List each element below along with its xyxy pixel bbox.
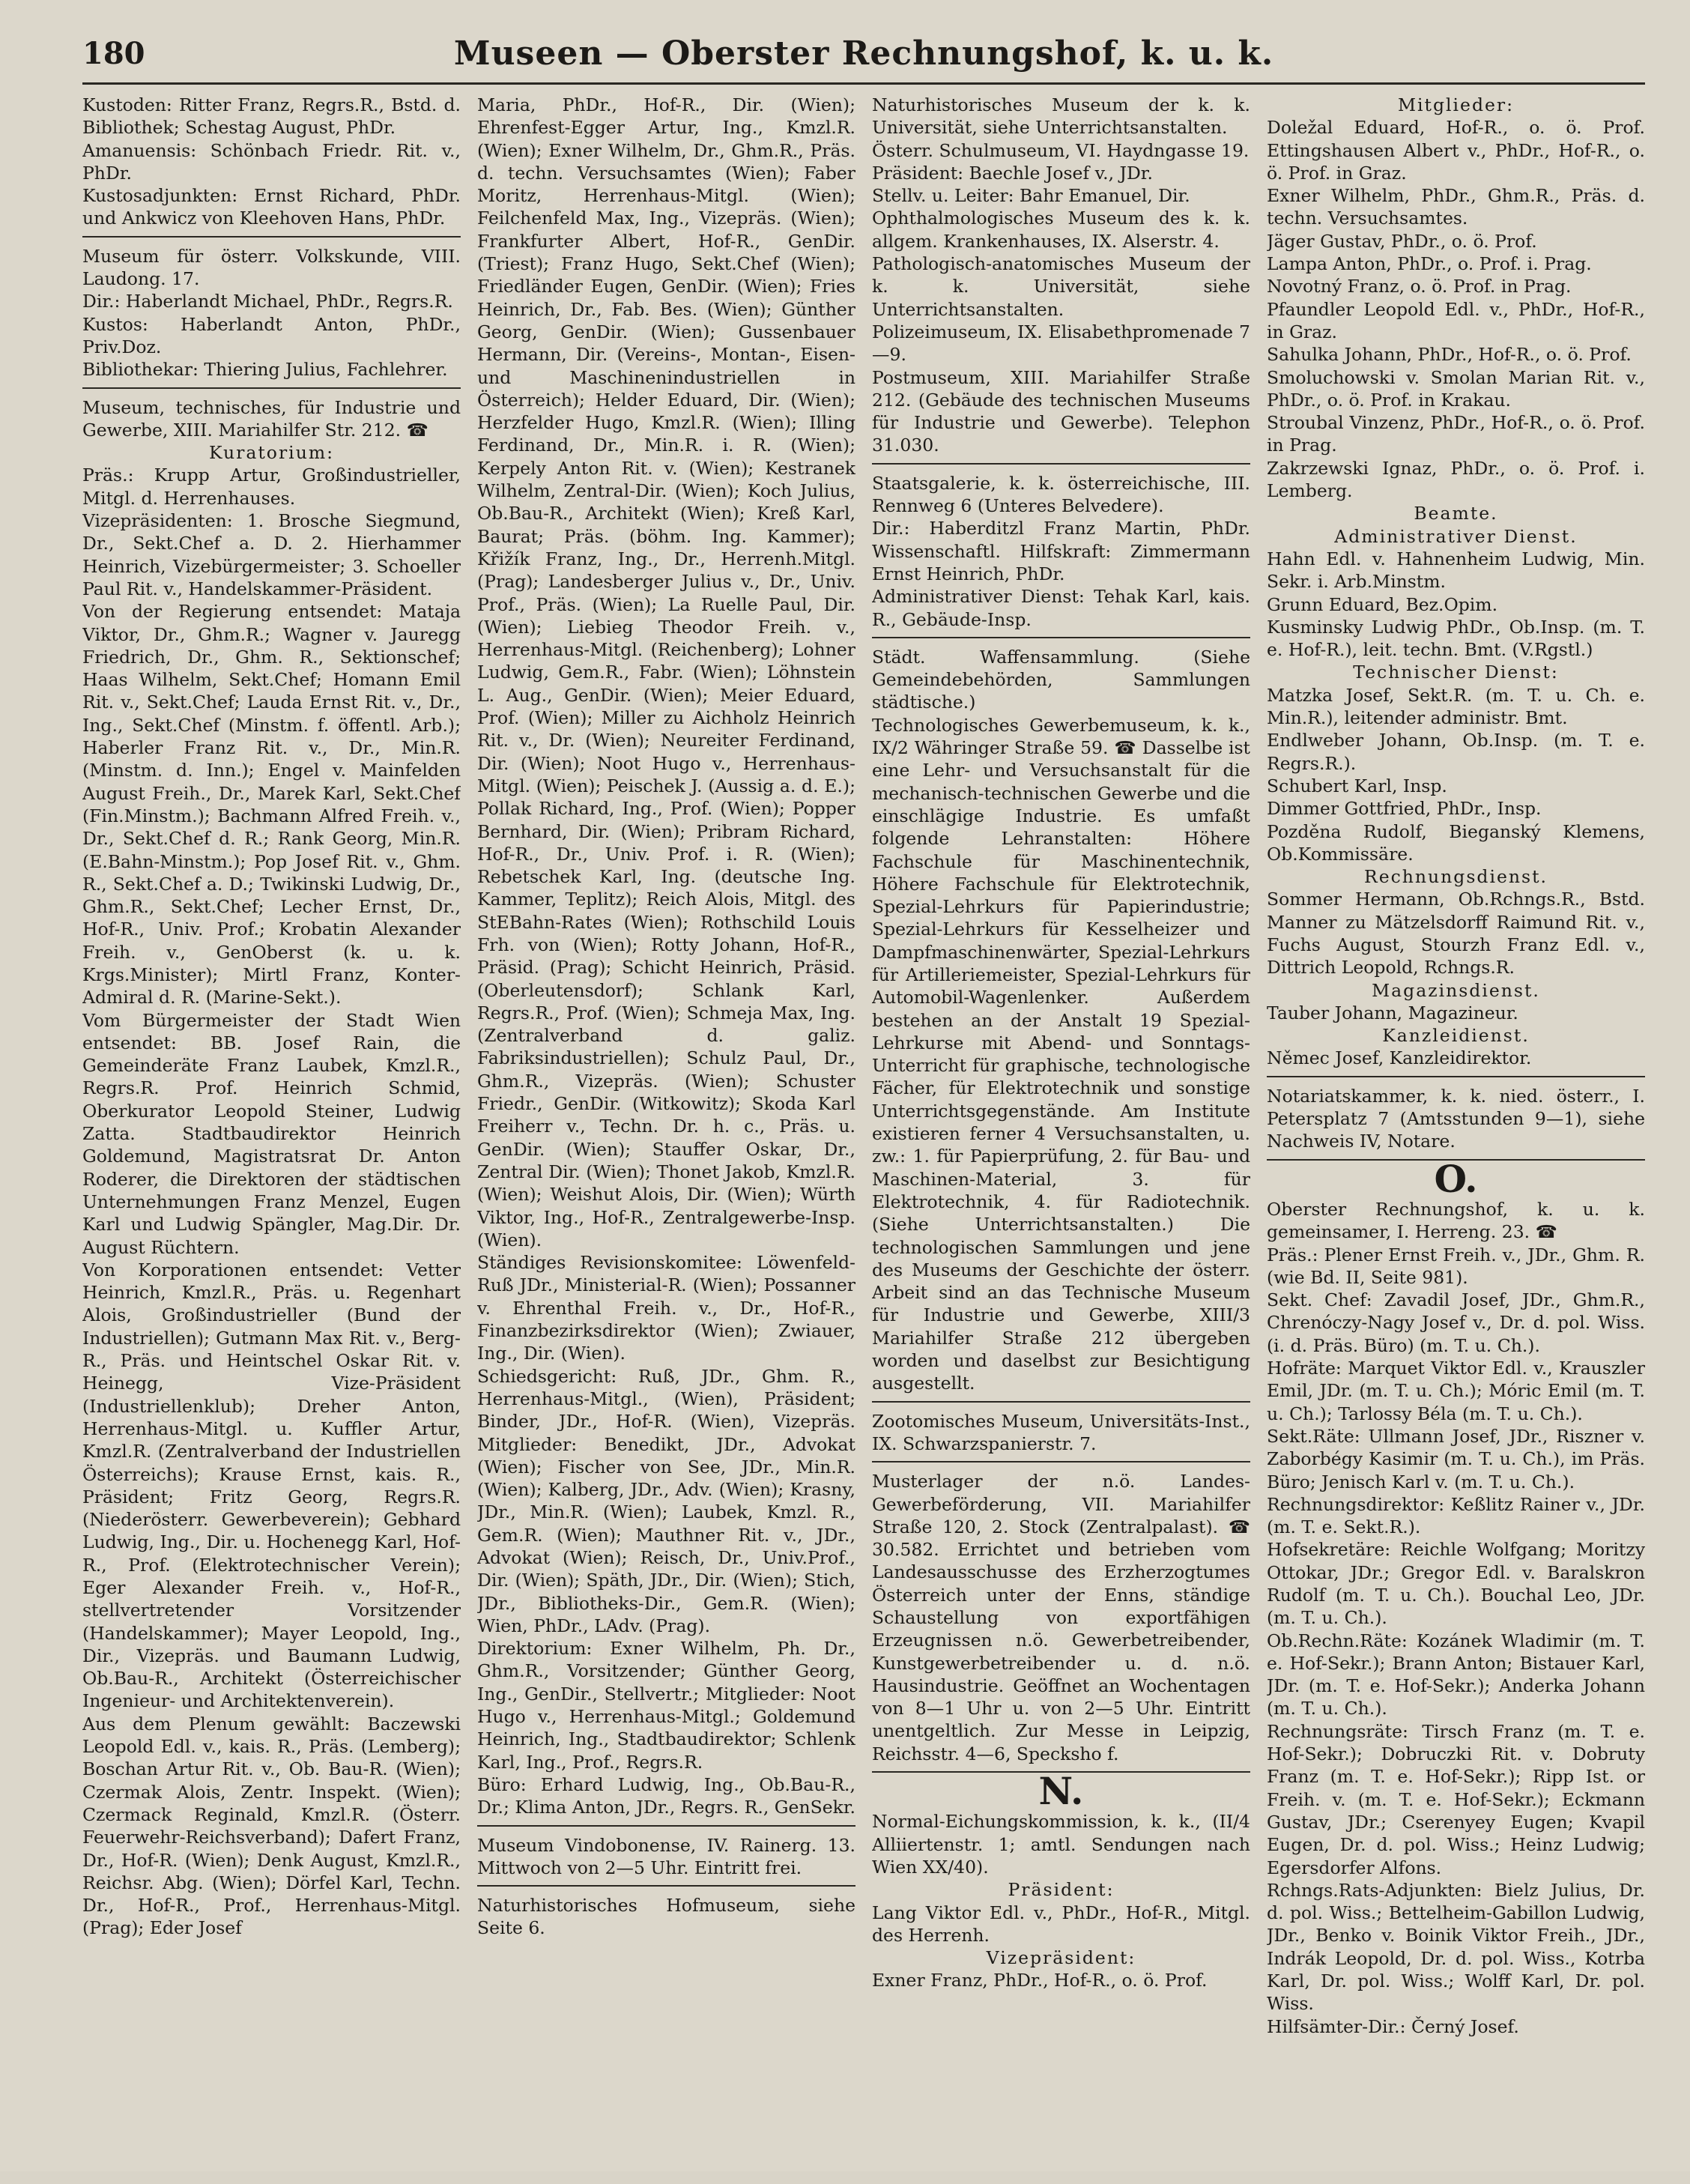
entry-paragraph: Naturhistorisches Hofmuseum, siehe Seite 6. <box>477 1895 855 1939</box>
column-2 <box>477 94 855 2184</box>
entry-paragraph: Stroubal Vinzenz, PhDr., Hof-R., o. ö. Prof. in Prag. <box>1267 412 1645 456</box>
entry-paragraph: Kustos: Haberlandt Anton, PhDr., Priv.Doz. <box>82 313 461 357</box>
entry-paragraph: Zakrzewski Ignaz, PhDr., o. ö. Prof. i. Lemberg. <box>1267 457 1645 502</box>
section-divider <box>872 637 1250 638</box>
entry-paragraph: Endlweber Johann, Ob.Insp. (m. T. e. Regrs.R.). <box>1267 730 1645 774</box>
entry-paragraph: Schubert Karl, Insp. <box>1267 775 1447 796</box>
section-divider <box>872 1401 1250 1403</box>
entry-paragraph: Tauber Johann, Magazineur. <box>1267 1002 1518 1023</box>
entry-paragraph: Bibliothekar: Thiering Julius, Fachlehrer. <box>82 359 448 381</box>
entry-paragraph: Hahn Edl. v. Hahnenheim Ludwig, Min. Sekr. i. Arb.Minstm. <box>1267 548 1645 593</box>
entry-paragraph: Musterlager der n.ö. Landes-Gewerbeförderung, VII. Mariahilfer Straße 120, 2. Stock (Zentralpalast). ☎ 30.582. Errichtet und betrieben vom Landesausschusse des Erzherzogtumes Österreich unter der Enns, ständige Schaustellung von exportfähigen Erzeugnissen n.ö. Gewerbetreibender, Kunstgewerbetreibender u. d. n.ö. Hausindustrie. Geöffnet an Wochentagen von 8—1 Uhr u. von 2—5 Uhr. Eintritt unentgeltlich. Zur Messe in Leipzig, Reichsstr. 4—6, Specksho f. <box>872 1471 1250 1764</box>
section-divider <box>872 1461 1250 1462</box>
subsection-heading: Präsident: <box>1008 1879 1115 1901</box>
entry-paragraph: Grunn Eduard, Bez.Opim. <box>1267 593 1498 615</box>
entry-paragraph: Polizeimuseum, IX. Elisabethpromenade 7—9. <box>872 321 1250 366</box>
column-4 <box>1267 94 1645 2184</box>
entry-paragraph: Kusminsky Ludwig PhDr., Ob.Insp. (m. T. e. Hof-R.), leit. techn. Bmt. (V.Rgstl.) <box>1267 616 1645 661</box>
entry-paragraph: Ophthalmologisches Museum des k. k. allgem. Krankenhauses, IX. Alserstr. 4. <box>872 208 1250 252</box>
entry-paragraph: Städt. Waffensammlung. (Siehe Gemeindebehörden, Sammlungen städtische.) <box>872 646 1250 713</box>
subsection-heading: Kanzleidienst. <box>1382 1025 1530 1047</box>
page-number: 180 <box>82 36 145 71</box>
column-1 <box>82 94 461 2184</box>
subsection-heading: Technischer Dienst: <box>1353 662 1559 683</box>
entry-paragraph: Direktorium: Exner Wilhelm, Ph. Dr., Ghm.R., Vorsitzender; Günther Georg, Ing., GenDir., Stellvertr.; Mitglieder: Noot Hugo v., Herrenhaus-Mitgl.; Goldemund Heinrich, Ing., Stadtbaudirektor; Schlenk Karl, Ing., Prof., Regrs.R. <box>477 1638 855 1773</box>
section-divider <box>477 1825 855 1827</box>
entry-paragraph: Amanuensis: Schönbach Friedr. Rit. v., PhDr. <box>82 139 461 184</box>
entry-paragraph: Präs.: Krupp Artur, Großindustrieller, Mitgl. d. Herrenhauses. <box>82 465 461 509</box>
entry-paragraph: Pfaundler Leopold Edl. v., PhDr., Hof-R., in Graz. <box>1267 298 1645 342</box>
subsection-heading: Magazinsdienst. <box>1372 979 1540 1001</box>
entry-paragraph: Museum für österr. Volkskunde, VIII. Laudong. 17. <box>82 245 461 290</box>
entry-paragraph: Kustoden: Ritter Franz, Regrs.R., Bstd. d. Bibliothek; Schestag August, PhDr. <box>82 94 461 139</box>
entry-paragraph: Hofsekretäre: Reichle Wolfgang; Moritzy Ottokar, JDr.; Gregor Edl. v. Baralskron Rudolf (m. T. u. Ch.). Bouchal Leo, JDr. (m. T. u. Ch.). <box>1267 1539 1645 1629</box>
entry-paragraph: Hofräte: Marquet Viktor Edl. v., Krauszler Emil, JDr. (m. T. u. Ch.); Móric Emil (m. T. u. Ch.); Tarlossy Béla (m. T. u. Ch.). <box>1267 1358 1645 1424</box>
subsection-heading: Kuratorium: <box>208 442 335 464</box>
entry-paragraph: Vom Bürgermeister der Stadt Wien entsendet: BB. Josef Rain, die Gemeinderäte Franz Laubek, Kmzl.R., Regrs.R. Prof. Heinrich Schmid, Oberkurator Leopold Steiner, Ludwig Zatta. Stadtbaudirektor Heinrich Goldemund, Magistratsrat Dr. Anton Roderer, die Direktoren der städtischen Unternehmungen Franz Menzel, Eugen Karl und Ludwig Spängler, Mag.Dir. Dr. August Rüchtern. <box>82 1009 461 1258</box>
entry-paragraph: Oberster Rechnungshof, k. u. k. gemeinsamer, I. Herreng. 23. ☎ <box>1267 1198 1645 1243</box>
entry-paragraph: Exner Wilhelm, PhDr., Ghm.R., Präs. d. techn. Versuchsamtes. <box>1267 185 1645 229</box>
entry-paragraph: Maria, PhDr., Hof-R., Dir. (Wien); Ehrenfest-Egger Artur, Ing., Kmzl.R. (Wien); Exner Wilhelm, Dr., Ghm.R., Präs. d. techn. Versuchsamtes (Wien); Faber Moritz, Herrenhaus-Mitgl. (Wien); Feilchenfeld Max, Ing., Vizepräs. (Wien); Frankfurter Albert, Hof-R., GenDir. (Triest); Franz Hugo, Sekt.Chef (Wien); Friedländer Eugen, GenDir. (Wien); Fries Heinrich, Dr., Fab. Bes. (Wien); Günther Georg, GenDir. (Wien); Gussenbauer Hermann, Dir. (Vereins-, Montan-, Eisen- und Maschinenindustriellen in Österreich); Helder Eduard, Dir. (Wien); Herzfelder Hugo, Kmzl.R. (Wien); Illing Ferdinand, Dr., Min.R. i. R. (Wien); Kerpely Anton Rit. v. (Wien); Kestranek Wilhelm, Zentral-Dir. (Wien); Koch Julius, Ob.Bau-R., Architekt (Wien); Kreß Karl, Baurat; Präs. (böhm. Ing. Kammer); Křižík Franz, Ing., Dr., Herrenh.Mitgl. (Prag); Landesberger Julius v., Dr., Univ. Prof., Präs. (Wien); La Ruelle Paul, Dir. (Wien); Liebieg Theodor Freih. v., Herrenhaus-Mitgl. (Reichenberg); Lohner Ludwig, Gem.R., Fabr. (Wien); Löhnstein L. Aug., GenDir. (Wien); Meier Eduard, Prof. (Wien); Miller zu Aichholz Heinrich Rit. v., Dr. (Wien); Neureiter Ferdinand, Dir. (Wien); Noot Hugo v., Herrenhaus-Mitgl. (Wien); Peischek J. (Aussig a. d. E.); Pollak Richard, Ing., Prof. (Wien); Popper Bernhard, Dir. (Wien); Pribram Richard, Hof-R., Dr., Univ. Prof. i. R. (Wien); Rebetschek Karl, Ing. (deutsche Ing. Kammer, Teplitz); Reich Alois, Mitgl. des StEBahn-Rates (Wien); Rothschild Louis Frh. von (Wien); Rotty Johann, Hof-R., Präsid. (Prag); Schicht Heinrich, Präsid. (Oberleutensdorf); Schlank Karl, Regrs.R., Prof. (Wien); Schmeja Max, Ing. (Zentralverband d. galiz. Fabriksindustriellen); Schulz Paul, Dr., Ghm.R., Vizepräs. (Wien); Schuster Friedr., GenDir. (Witkowitz); Skoda Karl Freiherr v., Techn. Dr. h. c., Präs. u. GenDir. (Wien); Stauffer Oskar, Dr., Zentral Dir. (Wien); Thonet Jakob, Kmzl.R. (Wien); Weishut Alois, Dir. (Wien); Würth Viktor, Ing., Hof-R., Zentralgewerbe-Insp. (Wien). <box>477 94 855 1250</box>
entry-paragraph: Sahulka Johann, PhDr., Hof-R., o. ö. Prof. <box>1267 344 1632 366</box>
entry-paragraph: Novotný Franz, o. ö. Prof. in Prag. <box>1267 276 1572 297</box>
section-divider <box>82 236 461 238</box>
subsection-heading: Vizepräsident: <box>986 1947 1136 1969</box>
entry-paragraph: Jäger Gustav, PhDr., o. ö. Prof. <box>1267 230 1537 252</box>
section-divider <box>82 387 461 389</box>
entry-paragraph: Schiedsgericht: Ruß, JDr., Ghm. R., Herrenhaus-Mitgl., (Wien), Präsident; Binder, JDr., Hof-R. (Wien), Vizepräs. Mitglieder: Benedikt, JDr., Advokat (Wien); Fischer von See, JDr., Min.R. (Wien); Kalberg, JDr., Adv. (Wien); Krasny, JDr., Min.R. (Wien); Laubek, Kmzl. R., Gem.R. (Wien); Mauthner Rit. v., JDr., Advokat (Wien); Reisch, Dr., Univ.Prof., Dir. (Wien); Späth, JDr., Dir. (Wien); Stich, JDr., Bibliotheks-Dir., Gem.R. (Wien); Wien, PhDr., LAdv. (Prag). <box>477 1365 855 1636</box>
entry-paragraph: Doležal Eduard, Hof-R., o. ö. Prof. Ettingshausen Albert v., PhDr., Hof-R., o. ö. Prof. in Graz. <box>1267 117 1645 184</box>
entry-paragraph: Dir.: Haberditzl Franz Martin, PhDr. Wissenschaftl. Hilfskraft: Zimmermann Ernst Heinrich, PhDr. <box>872 518 1250 584</box>
page-header <box>82 30 1645 85</box>
entry-paragraph: Österr. Schulmuseum, VI. Haydngasse 19. <box>872 139 1250 161</box>
section-divider <box>477 1885 855 1887</box>
entry-paragraph: Präsident: Baechle Josef v., JDr. <box>872 162 1153 184</box>
entry-paragraph: Museum, technisches, für Industrie und Gewerbe, XIII. Mariahilfer Str. 212. ☎ <box>82 396 461 441</box>
entry-paragraph: Pozděna Rudolf, Bieganský Klemens, Ob.Kommissäre. <box>1267 820 1645 865</box>
entry-paragraph: Ob.Rechn.Räte: Kozánek Wladimir (m. T. e. Hof-Sekr.); Brann Anton; Bistauer Karl, JDr. (m. T. e. Hof-Sekr.); Anderka Johann (m. T. u. Ch.). <box>1267 1630 1645 1719</box>
section-letter: N. <box>1038 1769 1084 1814</box>
entry-paragraph: Museum Vindobonense, IV. Rainerg. 13. Mittwoch von 2—5 Uhr. Eintritt frei. <box>477 1834 855 1878</box>
entry-paragraph: Staatsgalerie, k. k. österreichische, III. Rennweg 6 (Unteres Belvedere). <box>872 472 1250 517</box>
entry-paragraph: Präs.: Plener Ernst Freih. v., JDr., Ghm. R. (wie Bd. II, Seite 981). <box>1267 1244 1645 1288</box>
entry-paragraph: Aus dem Plenum gewählt: Baczewski Leopold Edl. v., kais. R., Präs. (Lemberg); Boschan Artur Rit. v., Ob. Bau-R. (Wien); Czermak Alois, Zentr. Inspekt. (Wien); Czermack Reginald, Kmzl.R. (Österr. Feuerwehr-Reichsverband); Dafert Franz, Dr., Hof-R. (Wien); Denk August, Kmzl.R., Reichsr. Abg. (Wien); Dörfel Karl, Techn. Dr., Hof-R., Prof., Herrenhaus-Mitgl. (Prag); Eder Josef <box>82 1713 461 1939</box>
entry-paragraph: Rechnungsdirektor: Keßlitz Rainer v., JDr. (m. T. e. Sekt.R.). <box>1267 1493 1645 1538</box>
running-title: Museen — Oberster Rechnungshof, k. u. k. <box>453 34 1274 73</box>
section-divider <box>872 463 1250 465</box>
entry-paragraph: Dimmer Gottfried, PhDr., Insp. <box>1267 798 1542 820</box>
entry-paragraph: Stellv. u. Leiter: Bahr Emanuel, Dir. <box>872 185 1190 207</box>
entry-paragraph: Pathologisch-anatomisches Museum der k. k. Universität, siehe Unterrichtsanstalten. <box>872 253 1250 320</box>
section-divider <box>1267 1076 1645 1077</box>
entry-paragraph: Normal-Eichungskommission, k. k., (II/4 Alliiertenstr. 1; amtl. Sendungen nach Wien XX/40). <box>872 1811 1250 1878</box>
entry-paragraph: Matzka Josef, Sekt.R. (m. T. u. Ch. e. Min.R.), leitender administr. Bmt. <box>1267 684 1645 729</box>
entry-paragraph: Vizepräsidenten: 1. Brosche Siegmund, Dr., Sekt.Chef a. D. 2. Hierhammer Heinrich, Vizebürgermeister; 3. Schoeller Paul Rit. v., Handelskammer-Präsident. <box>82 510 461 599</box>
entry-paragraph: Büro: Erhard Ludwig, Ing., Ob.Bau-R., Dr.; Klima Anton, JDr., Regrs. R., GenSekr. <box>477 1773 855 1818</box>
section-letter: O. <box>1434 1156 1478 1201</box>
entry-paragraph: Postmuseum, XIII. Mariahilfer Straße 212. (Gebäude des technischen Museums für Industrie und Gewerbe). Telephon 31.030. <box>872 366 1250 456</box>
columns <box>82 94 1645 2184</box>
entry-paragraph: Sekt.Räte: Ullmann Josef, JDr., Riszner v. Zaborbégy Kasimir (m. T. u. Ch.), im Präs. Büro; Jenisch Karl v. (m. T. u. Ch.). <box>1267 1425 1645 1492</box>
subsection-heading: Beamte. <box>1414 503 1498 524</box>
subsection-heading: Administrativer Dienst. <box>1334 525 1578 547</box>
subsection-heading: Mitglieder: <box>1397 94 1515 115</box>
entry-paragraph: Dir.: Haberlandt Michael, PhDr., Regrs.R. <box>82 291 453 312</box>
entry-paragraph: Kustosadjunkten: Ernst Richard, PhDr. und Ankwicz von Kleehoven Hans, PhDr. <box>82 185 461 229</box>
entry-paragraph: Rechnungsräte: Tirsch Franz (m. T. e. Hof-Sekr.); Dobruczki Rit. v. Dobruty Franz (m. T. e. Hof-Sekr.); Ripp Ist. or Freih. v. (m. T. e. Hof-Sekr.); Eckmann Gustav, JDr.; Cserenyey Eugen; Kvapil Eugen, Dr. d. pol. Wiss.; Heinz Ludwig; Egersdorfer Alfons. <box>1267 1720 1645 1878</box>
entry-paragraph: Smoluchowski v. Smolan Marian Rit. v., PhDr., o. ö. Prof. in Krakau. <box>1267 366 1645 411</box>
entry-paragraph: Von der Regierung entsendet: Mataja Viktor, Dr., Ghm.R.; Wagner v. Jauregg Friedrich, Dr., Ghm. R., Sektionschef; Haas Wilhelm, Sekt.Chef; Homann Emil Rit. v., Sekt.Chef; Lauda Ernst Rit. v., Dr., Ing., Sekt.Chef (Minstm. f. öffentl. Arb.); Haberler Franz Rit. v., Dr., Min.R. (Minstm. d. Inn.); Engel v. Mainfelden August Freih., Dr., Marek Karl, Sekt.Chef (Fin.Minstm.); Bachmann Alfred Freih. v., Dr., Sekt.Chef d. R.; Rank Georg, Min.R. (E.Bahn-Minstm.); Pop Josef Rit. v., Ghm. R., Sekt.Chef a. D.; Twikinski Ludwig, Dr., Ghm.R., Sekt.Chef; Lecher Ernst, Dr., Hof-R., Univ. Prof.; Krobatin Alexander Freih. v., GenOberst (k. u. k. Krgs.Minister); Mirtl Franz, Konter-Admiral d. R. (Marine-Sekt.). <box>82 601 461 1008</box>
entry-paragraph: Notariatskammer, k. k. nied. österr., I. Petersplatz 7 (Amtsstunden 9—1), siehe Nachweis IV, Notare. <box>1267 1085 1645 1152</box>
subsection-heading: Rechnungsdienst. <box>1364 866 1548 888</box>
entry-paragraph: Exner Franz, PhDr., Hof-R., o. ö. Prof. <box>872 1970 1208 1991</box>
entry-paragraph: Sommer Hermann, Ob.Rchngs.R., Bstd. Manner zu Mätzelsdorff Raimund Rit. v., Fuchs August, Stourzh Franz Edl. v., Dittrich Leopold, Rchngs.R. <box>1267 889 1645 978</box>
entry-paragraph: Naturhistorisches Museum der k. k. Universität, siehe Unterrichtsanstalten. <box>872 94 1250 139</box>
column-3 <box>872 94 1250 2184</box>
entry-paragraph: Lampa Anton, PhDr., o. Prof. i. Prag. <box>1267 253 1592 275</box>
entry-paragraph: Lang Viktor Edl. v., PhDr., Hof-R., Mitgl. des Herrenh. <box>872 1902 1250 1946</box>
entry-paragraph: Sekt. Chef: Zavadil Josef, JDr., Ghm.R., Chrenóczy-Nagy Josef v., Dr. d. pol. Wiss. (i. d. Präs. Büro) (m. T. u. Ch.). <box>1267 1289 1645 1356</box>
entry-paragraph: Administrativer Dienst: Tehak Karl, kais. R., Gebäude-Insp. <box>872 586 1250 630</box>
entry-paragraph: Technologisches Gewerbemuseum, k. k., IX/2 Währinger Straße 59. ☎ Dasselbe ist eine Lehr- und Versuchsanstalt für die mechanisch-technischen Gewerbe und die einschlägige Industrie. Es umfaßt folgende Lehranstalten: Höhere Fachschule für Maschinentechnik, Höhere Fachschule für Elektrotechnik, Spezial-Lehrkurs für Papierindustrie; Spezial-Lehrkurs für Kesselheizer und Dampfmaschinenwärter, Spezial-Lehrkurs für Artilleriemeister, Spezial-Lehrkurs für Automobil-Wagenlenker. Außerdem bestehen an der Anstalt 19 Spezial-Lehrkurse mit Abend- und Sonntags-Unterricht für graphische, technologische Fächer, für Elektrotechnik und sonstige Unterrichtsgegenstände. Am Institute existieren ferner 4 Versuchsanstalten, u. zw.: 1. für Papierprüfung, 2. für Bau- und Maschinen-Material, 3. für Elektrotechnik, 4. für Radiotechnik. (Siehe Unterrichtsanstalten.) Die technologischen Sammlungen und jene des Museums der Geschichte der österr. Arbeit sind an das Technische Museum für Industrie und Gewerbe, XIII/3 Mariahilfer Straße 212 übergeben worden und daselbst zur Besichtigung ausgestellt. <box>872 714 1250 1394</box>
entry-paragraph: Němec Josef, Kanzleidirektor. <box>1267 1047 1532 1069</box>
entry-paragraph: Ständiges Revisionskomitee: Löwenfeld-Ruß JDr., Ministerial-R. (Wien); Possanner v. Ehrenthal Freih. v., Dr., Hof-R., Finanzbezirksdirektor (Wien); Zwiauer, Ing., Dir. (Wien). <box>477 1252 855 1364</box>
entry-paragraph: Von Korporationen entsendet: Vetter Heinrich, Kmzl.R., Präs. u. Regenhart Alois, Großindustrieller (Bund der Industriellen); Gutmann Max Rit. v., Berg-R., Präs. und Heintschel Oskar Rit. v. Heinegg, Vize-Präsident (Industriellenklub); Dreher Anton, Herrenhaus-Mitgl. u. Kuffler Artur, Kmzl.R. (Zentralverband der Industriellen Österreichs); Krause Ernst, kais. R., Präsident; Fritz Georg, Regrs.R. (Niederösterr. Gewerbeverein); Gebhard Ludwig, Ing., Dir. u. Hochenegg Karl, Hof-R., Prof. (Elektrotechnischer Verein); Eger Alexander Freih. v., Hof-R., stellvertretender Vorsitzender (Handelskammer); Mayer Leopold, Ing., Dir., Vizepräs. und Baumann Ludwig, Ob.Bau-R., Architekt (Österreichischer Ingenieur- und Architektenverein). <box>82 1259 461 1712</box>
entry-paragraph: Rchngs.Rats-Adjunkten: Bielz Julius, Dr. d. pol. Wiss.; Bettelheim-Gabillon Ludwig, JDr., Benko v. Boinik Viktor Freih., JDr., Indrák Leopold, Dr. d. pol. Wiss., Kotrba Karl, Dr. pol. Wiss.; Wolff Karl, Dr. pol. Wiss. <box>1267 1879 1645 2015</box>
entry-paragraph: Hilfsämter-Dir.: Černý Josef. <box>1267 2015 1519 2037</box>
entry-paragraph: Zootomisches Museum, Universitäts-Inst., IX. Schwarzspanierstr. 7. <box>872 1410 1250 1454</box>
